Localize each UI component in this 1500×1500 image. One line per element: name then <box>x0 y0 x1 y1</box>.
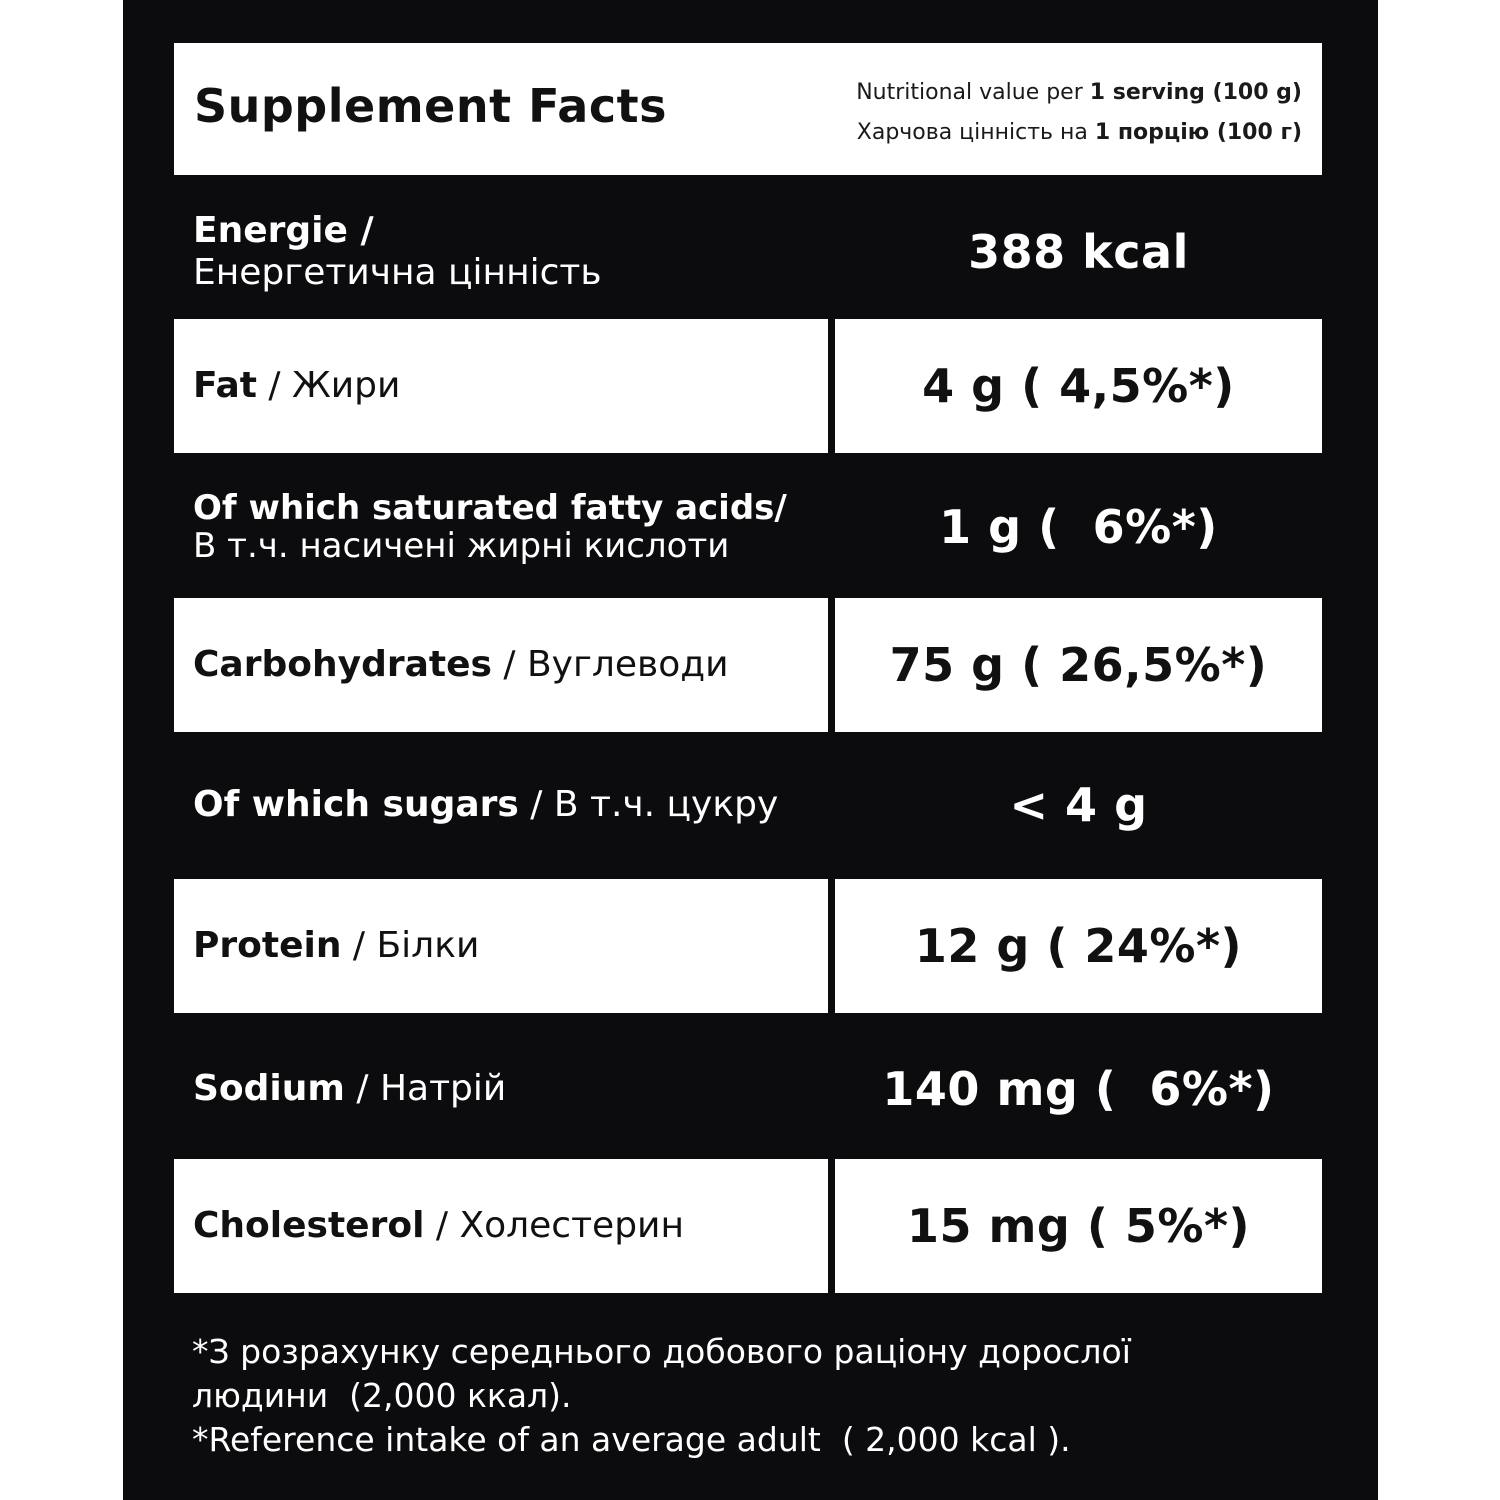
nutrient-value: < 4 g <box>1009 778 1148 832</box>
facts-header <box>174 43 1322 175</box>
nutrient-name-ua: Жири <box>292 365 401 406</box>
nutrient-row-sugars <box>174 738 1322 872</box>
footnote-line: людини (2,000 ккал). <box>192 1376 572 1415</box>
nutrient-label: Sodium / Натрій <box>193 1068 507 1109</box>
nutrient-name-en: Of which sugars <box>193 784 519 825</box>
nutrient-name-ua: Білки <box>376 925 480 966</box>
nutrient-label: Cholesterol / Холестерин <box>174 1159 828 1293</box>
nutrient-name-ua: В т.ч. цукру <box>553 784 779 825</box>
nutrient-value-cell <box>835 1159 1322 1293</box>
nutrient-name-en: Sodium <box>193 1068 345 1109</box>
nutrient-row-sodium <box>174 1022 1322 1156</box>
nutrient-value-cell <box>835 185 1322 319</box>
nutrient-name-en: Protein <box>193 925 342 966</box>
nutrient-label <box>174 185 828 319</box>
nutrient-name-en: Carbohydrates <box>193 644 492 685</box>
nutrient-value: 4 g ( 4,5%*) <box>922 359 1235 413</box>
nutrient-name-en: Fat <box>193 365 257 406</box>
nutrient-label: Carbohydrates / Вуглеводи <box>174 598 828 732</box>
nutrient-value: 75 g ( 26,5%*) <box>889 638 1268 692</box>
nutrient-value: 388 kcal <box>968 225 1189 279</box>
footnote <box>192 1330 1312 1462</box>
facts-title: Supplement Facts <box>194 79 667 133</box>
serving-en: Nutritional value per 1 serving (100 g) <box>856 80 1302 105</box>
nutrient-label <box>174 460 828 594</box>
nutrient-name-ua: В т.ч. насичені жирні кислоти <box>193 526 730 566</box>
nutrient-name-en: Energie / <box>193 210 374 251</box>
nutrient-name-en: Cholesterol <box>193 1205 425 1246</box>
nutrient-value-cell <box>835 879 1322 1013</box>
nutrient-value: 12 g ( 24%*) <box>914 919 1243 973</box>
nutrient-value-cell <box>835 598 1322 732</box>
nutrient-label: Protein / Білки <box>174 879 828 1013</box>
footnote-line: *Reference intake of an average adult ( 2,000 kcal ). <box>192 1420 1071 1459</box>
nutrient-name-ua: Холестерин <box>459 1205 684 1246</box>
nutrient-label: Of which sugars / В т.ч. цукру <box>193 784 779 825</box>
nutrient-row-saturated <box>174 460 1322 594</box>
nutrient-row-fat <box>174 319 1322 453</box>
nutrient-value: 1 g ( 6%*) <box>939 500 1218 554</box>
serving-ua: Харчова цінність на 1 порцію (100 г) <box>856 120 1302 145</box>
nutrient-name-ua: Натрій <box>379 1068 507 1109</box>
nutrient-name-ua: Енергетична цінність <box>193 252 602 293</box>
nutrient-row-carbohydrates <box>174 598 1322 732</box>
nutrient-value: 140 mg ( 6%*) <box>882 1062 1275 1116</box>
nutrient-value-cell <box>835 319 1322 453</box>
nutrient-name-ua: Вуглеводи <box>526 644 729 685</box>
nutrient-row-energy <box>174 185 1322 319</box>
nutrient-value-cell <box>835 460 1322 594</box>
nutrient-row-protein <box>174 879 1322 1013</box>
nutrient-value-cell <box>835 1022 1322 1156</box>
nutrient-value: 15 mg ( 5%*) <box>906 1199 1251 1253</box>
nutrient-name-en: Of which saturated fatty acids/ <box>193 488 787 528</box>
nutrient-label: Fat / Жири <box>174 319 828 453</box>
serving-info <box>856 73 1302 153</box>
nutrient-value-cell <box>835 738 1322 872</box>
nutrient-row-cholesterol <box>174 1159 1322 1293</box>
footnote-line: *З розрахунку середнього добового раціону дорослої <box>192 1332 1131 1371</box>
